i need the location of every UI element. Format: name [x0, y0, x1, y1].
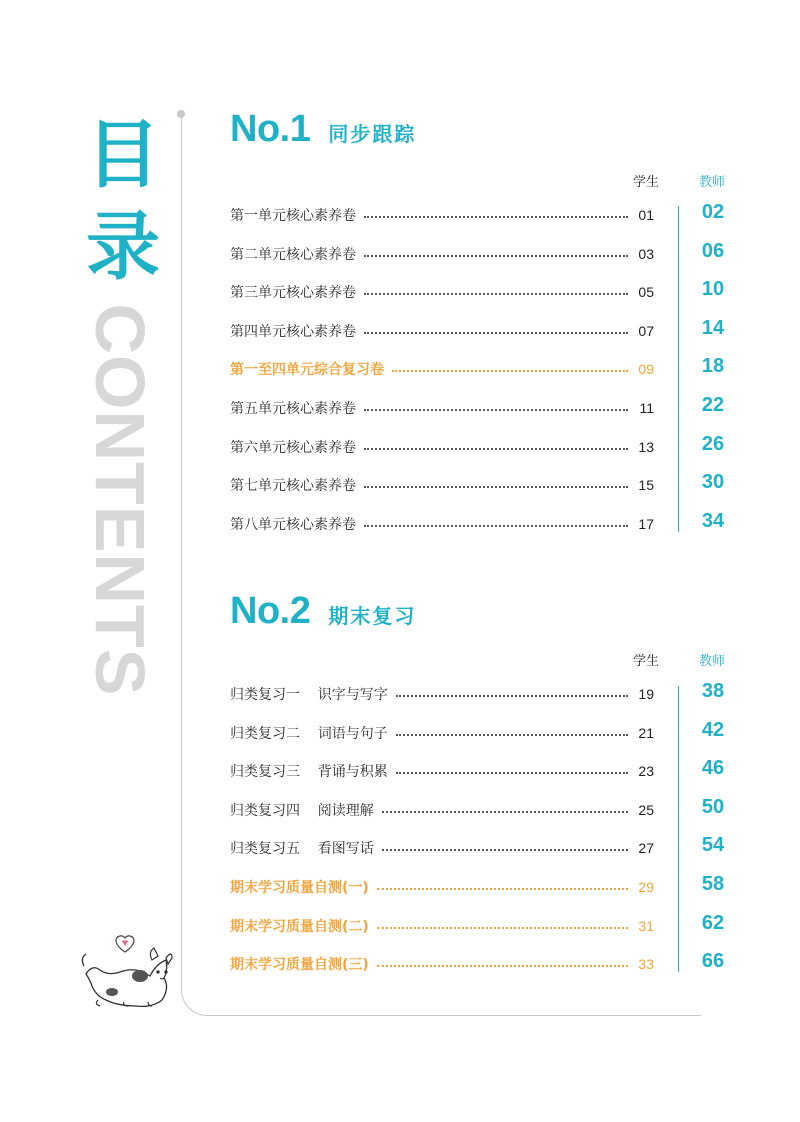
student-page-number: 27 [638, 840, 654, 857]
teacher-page-number: 06 [701, 239, 725, 262]
toc-row[interactable] [230, 473, 654, 497]
dot-leader [377, 888, 628, 890]
toc-entry-title: 期末学习质量自测(二) [230, 918, 369, 935]
toc-entry-title: 期末学习质量自测(三) [230, 957, 369, 974]
student-page-number: 21 [638, 724, 654, 741]
section-2-student-column-header: 学生 [633, 654, 660, 669]
student-page-number: 03 [638, 245, 654, 262]
toc-row[interactable] [230, 357, 654, 381]
student-page-number: 19 [638, 686, 654, 702]
contents-watermark: CONTENTS [81, 303, 159, 697]
toc-row[interactable] [230, 242, 654, 266]
dot-leader [392, 370, 628, 372]
student-page-number: 09 [638, 361, 654, 378]
toc-entry-title: 归类复习一 识字与写字 [230, 687, 388, 703]
student-page-number: 07 [638, 322, 654, 339]
dot-leader [377, 965, 628, 967]
teacher-page-number: 42 [701, 718, 725, 741]
toc-entry-title: 第四单元核心素养卷 [230, 323, 356, 340]
dot-leader [364, 332, 628, 334]
toc-row[interactable] [230, 280, 654, 304]
toc-entry-title: 期末学习质量自测(一) [230, 880, 369, 896]
toc-entry-title: 第一单元核心素养卷 [230, 208, 356, 224]
toc-entry-title: 第八单元核心素养卷 [230, 516, 356, 533]
cat-with-heart-icon [78, 930, 178, 1010]
teacher-page-number: 18 [701, 355, 725, 378]
toc-row[interactable] [230, 435, 654, 459]
student-page-number: 23 [638, 763, 654, 780]
student-page-number: 33 [638, 956, 654, 973]
toc-entry-title: 第一至四单元综合复习卷 [230, 362, 384, 379]
dot-leader [382, 811, 628, 813]
teacher-page-number: 62 [701, 911, 725, 934]
student-page-number: 13 [638, 438, 654, 455]
section-1-number: No.1 [230, 108, 311, 150]
toc-row[interactable] [230, 682, 654, 706]
toc-entry-title: 第五单元核心素养卷 [230, 401, 356, 417]
toc-row[interactable] [230, 836, 654, 860]
section-1-header [230, 108, 416, 151]
student-page-number: 11 [639, 400, 654, 416]
page-title-char-1: 目 [86, 112, 160, 198]
student-page-number: 01 [638, 207, 654, 223]
teacher-page-number: 46 [701, 757, 725, 780]
section-2-number: No.2 [230, 590, 311, 632]
teacher-page-number: 10 [701, 278, 725, 301]
section-2-teacher-bar [678, 686, 679, 972]
teacher-page-number: 34 [701, 509, 725, 532]
teacher-page-number: 50 [701, 795, 725, 818]
dot-leader [377, 927, 628, 929]
section-1-teacher-bar [678, 206, 679, 532]
toc-row[interactable] [230, 319, 654, 343]
teacher-page-number: 30 [701, 471, 725, 494]
toc-entry-title: 归类复习二 词语与句子 [230, 725, 388, 742]
frame-dot [177, 110, 185, 118]
dot-leader [382, 849, 628, 851]
student-page-number: 17 [638, 515, 654, 532]
toc-entry-title: 第三单元核心素养卷 [230, 285, 356, 302]
teacher-page-number: 66 [701, 950, 725, 973]
teacher-page-number: 54 [701, 834, 725, 857]
section-1-teacher-column-header: 教师 [699, 175, 726, 190]
dot-leader [364, 525, 628, 527]
toc-row[interactable] [230, 759, 654, 783]
section-2-teacher-column-header: 教师 [699, 654, 726, 669]
teacher-page-number: 26 [701, 432, 725, 455]
student-page-number: 29 [638, 879, 654, 895]
page-title-char-2: 录 [86, 204, 160, 290]
teacher-page-number: 14 [701, 316, 725, 339]
teacher-page-number: 22 [701, 394, 725, 416]
toc-entry-title: 第二单元核心素养卷 [230, 246, 356, 263]
dot-leader [396, 772, 628, 774]
section-2-header [230, 590, 416, 633]
dot-leader [364, 255, 628, 257]
toc-entry-title: 归类复习四 阅读理解 [230, 802, 374, 819]
dot-leader [364, 486, 628, 488]
toc-row[interactable] [230, 952, 654, 976]
dot-leader [364, 293, 628, 295]
student-page-number: 05 [638, 284, 654, 301]
dot-leader [364, 409, 628, 411]
toc-row[interactable] [230, 798, 654, 822]
toc-row[interactable] [230, 875, 654, 899]
teacher-page-number: 02 [701, 201, 725, 223]
toc-entry-title: 归类复习三 背诵与积累 [230, 764, 388, 781]
dot-leader [364, 448, 628, 450]
toc-row[interactable] [230, 203, 654, 227]
student-page-number: 31 [638, 917, 654, 934]
student-page-number: 25 [638, 801, 654, 818]
section-2-title: 期末复习 [328, 604, 417, 628]
toc-entry-title: 第六单元核心素养卷 [230, 439, 356, 456]
dot-leader [364, 216, 628, 218]
toc-row[interactable] [230, 721, 654, 745]
toc-row[interactable] [230, 396, 654, 420]
toc-row[interactable] [230, 512, 654, 536]
teacher-page-number: 38 [701, 680, 725, 702]
student-page-number: 15 [638, 477, 654, 494]
toc-row[interactable] [230, 914, 654, 938]
dot-leader [396, 734, 628, 736]
section-1-student-column-header: 学生 [633, 175, 660, 190]
dot-leader [396, 695, 628, 697]
toc-entry-title: 归类复习五 看图写话 [230, 841, 374, 858]
section-1-title: 同步跟踪 [328, 122, 417, 146]
toc-entry-title: 第七单元核心素养卷 [230, 478, 356, 495]
teacher-page-number: 58 [701, 873, 725, 895]
